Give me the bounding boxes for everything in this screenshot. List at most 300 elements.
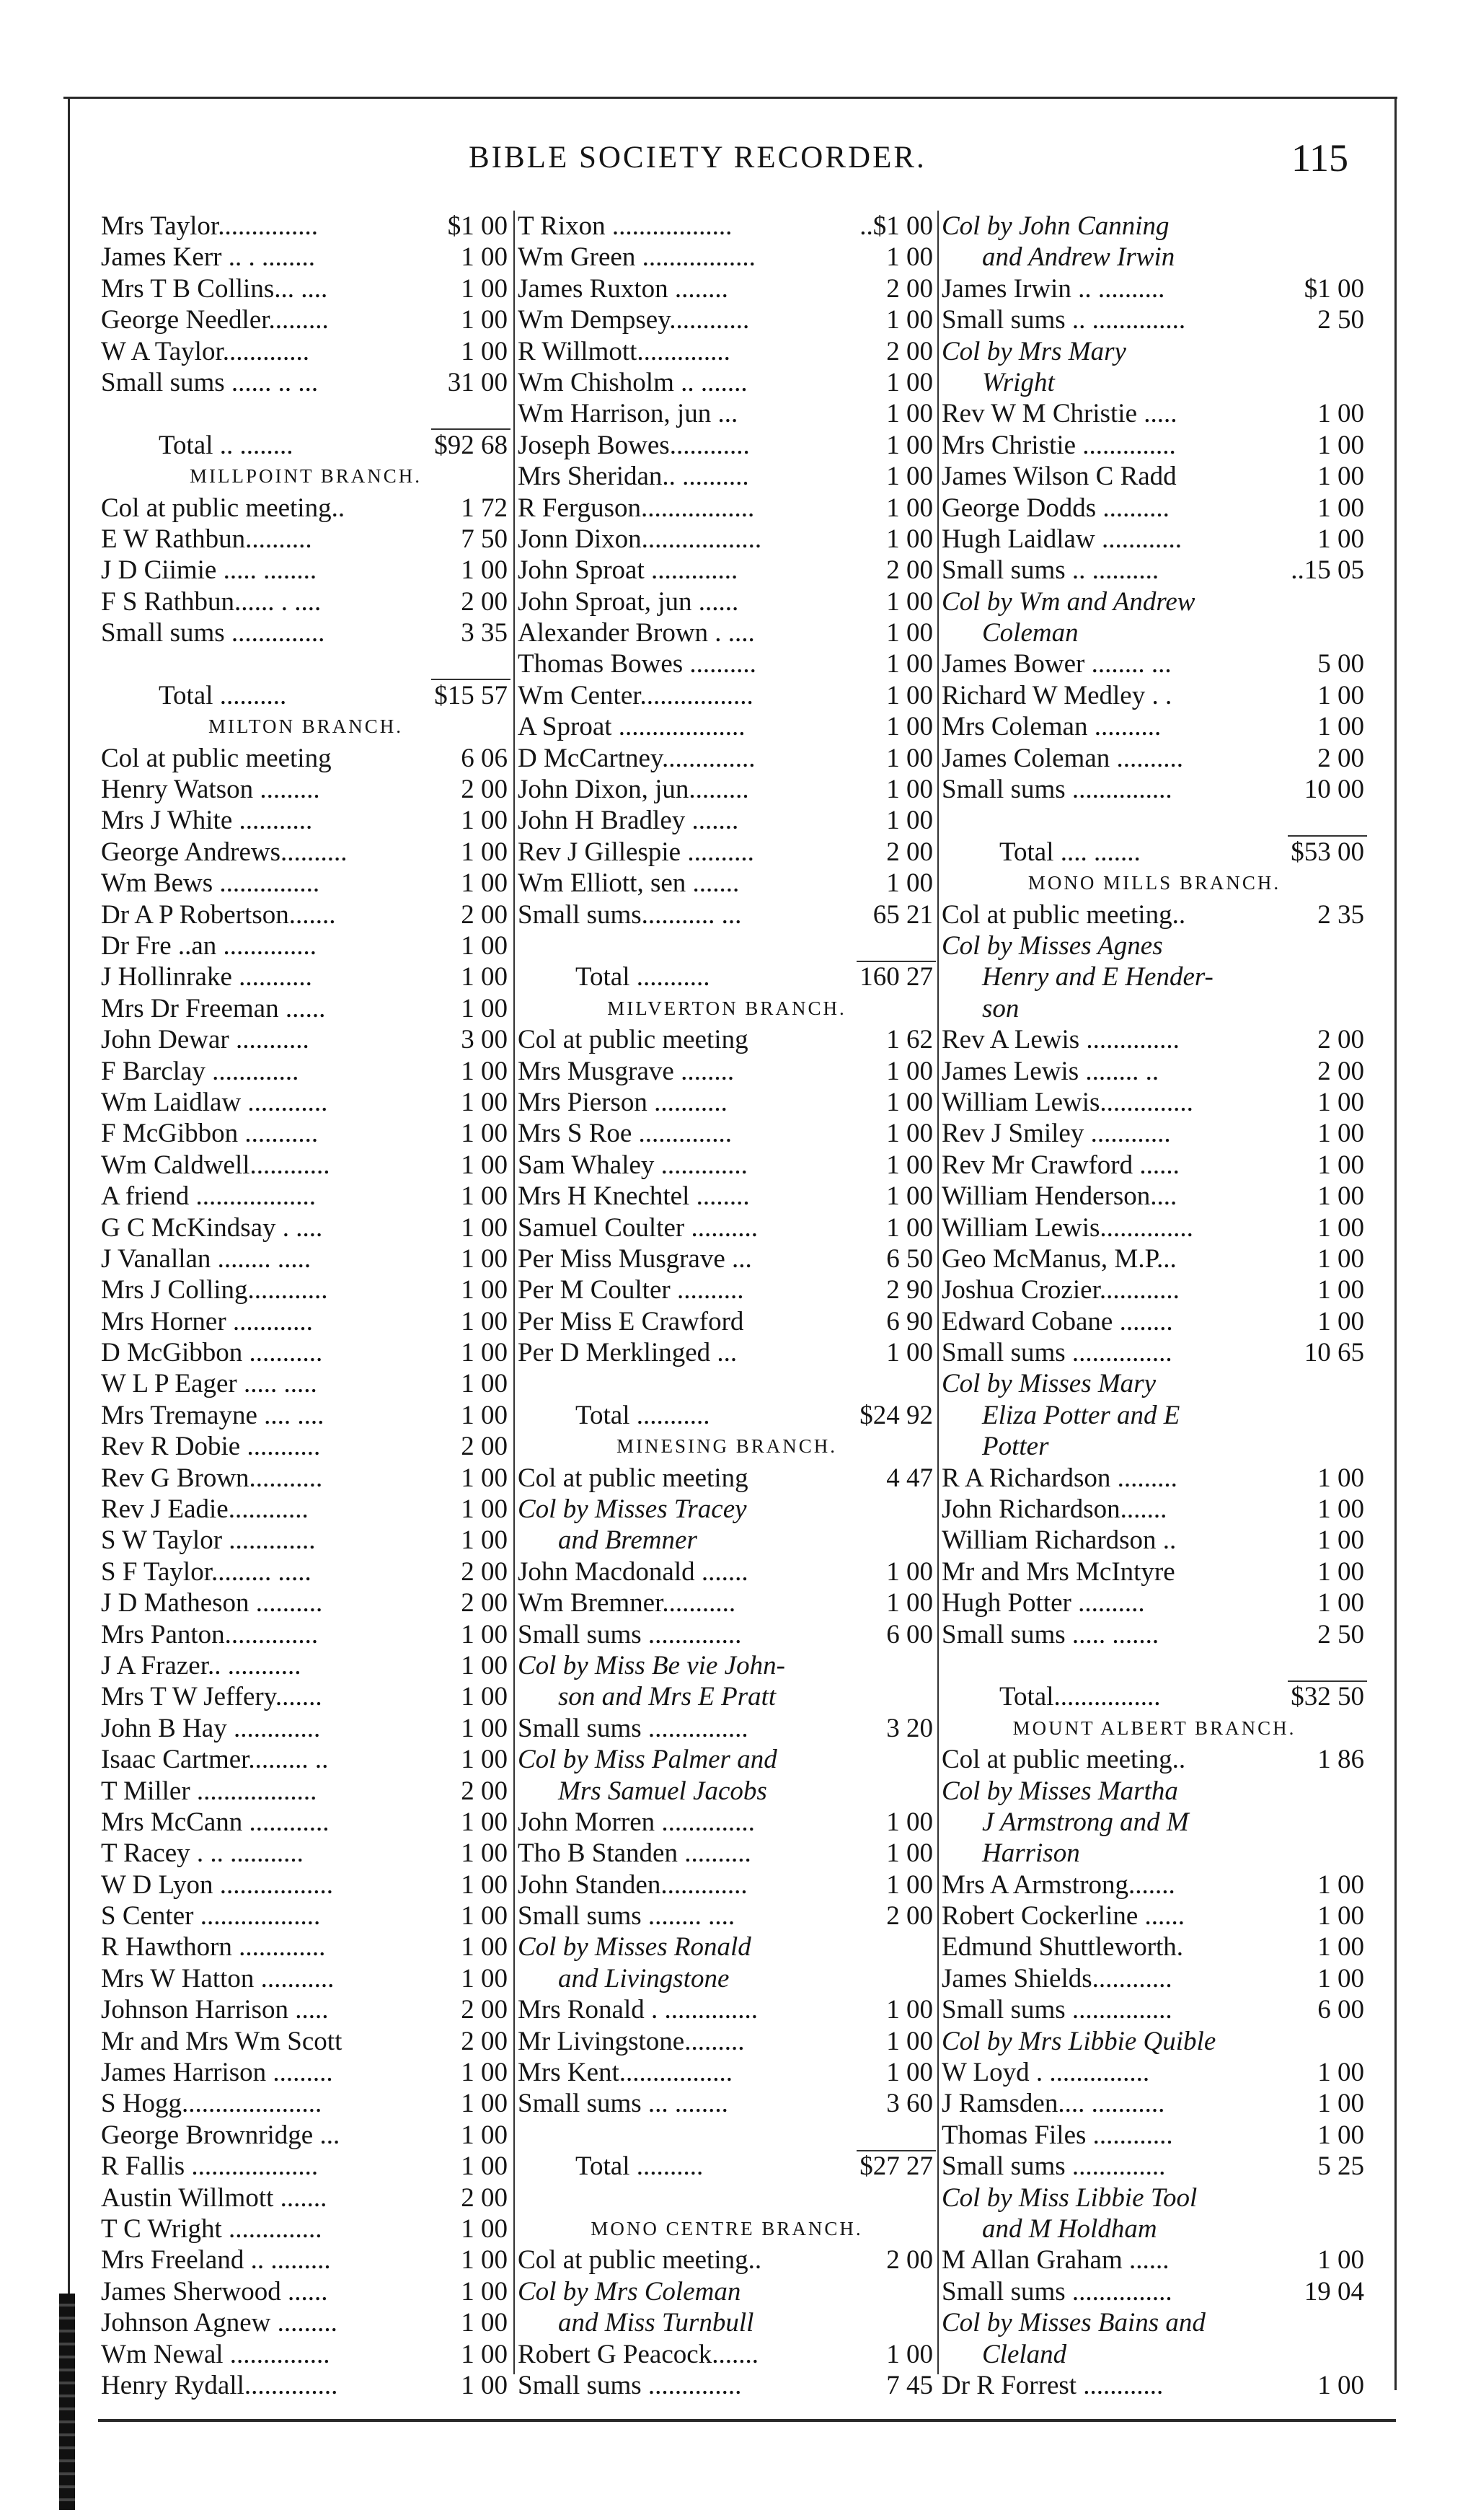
- entry-name: Mrs Taylor...............: [101, 211, 318, 241]
- entry-amount: ..$1 00: [859, 211, 933, 241]
- contribution-entry: [942, 774, 1367, 805]
- contribution-entry: [101, 2307, 510, 2338]
- collector-note: [942, 1368, 1367, 1399]
- contribution-entry: [101, 1056, 510, 1087]
- contribution-entry: [101, 1776, 510, 1807]
- contribution-entry: [101, 1994, 510, 2025]
- contribution-entry: [518, 774, 936, 805]
- entry-amount: 1 00: [461, 1494, 508, 1525]
- entry-name: James Wilson C Radd: [942, 462, 1177, 492]
- contribution-entry: [518, 273, 936, 304]
- entry-name: James Coleman ..........: [942, 743, 1184, 773]
- contribution-entry: [942, 273, 1367, 304]
- entry-name: Col at public meeting: [518, 1463, 748, 1493]
- collector-note: [942, 1776, 1367, 1807]
- contribution-entry: [101, 2213, 510, 2244]
- entry-name: William Richardson ..: [942, 1525, 1177, 1556]
- entry-amount: 1 00: [1317, 430, 1364, 460]
- entry-name: T Rixon ..................: [518, 211, 733, 241]
- collector-note: [942, 930, 1367, 961]
- entry-amount: $1 00: [447, 211, 508, 241]
- contribution-entry: [518, 1024, 936, 1055]
- spacer-line: [518, 2182, 936, 2213]
- entry-name: Col at public meeting: [101, 743, 332, 773]
- entry-name: and Bremner: [558, 1525, 697, 1556]
- entry-name: MONO CENTRE BRANCH.: [591, 2218, 863, 2239]
- contribution-entry: [942, 1494, 1367, 1525]
- entry-amount: 2 00: [461, 1432, 508, 1462]
- contribution-entry: [518, 1274, 936, 1305]
- collector-note: [518, 1963, 936, 1994]
- entry-amount: 10 65: [1304, 1338, 1364, 1368]
- entry-name: MILTON BRANCH.: [208, 715, 404, 738]
- contribution-entry: [101, 1525, 510, 1556]
- total-rule: [518, 930, 936, 961]
- contribution-entry: [101, 1807, 510, 1838]
- entry-name: Mrs J White ...........: [101, 806, 313, 836]
- entry-amount: 1 00: [886, 1056, 933, 1086]
- entry-name: and Andrew Irwin: [982, 242, 1175, 273]
- entry-amount: 1 00: [886, 2339, 933, 2369]
- entry-amount: 1 00: [461, 2120, 508, 2150]
- entry-amount: 1 00: [461, 1463, 508, 1493]
- entry-name: Rev W M Christie .....: [942, 399, 1177, 429]
- entry-name: S F Taylor......... .....: [101, 1556, 311, 1587]
- contribution-entry: [942, 2088, 1367, 2119]
- entry-name: Mrs Kent.................: [518, 2058, 733, 2088]
- entry-name: son: [982, 993, 1020, 1023]
- entry-amount: 1 00: [461, 962, 508, 992]
- collector-note: [942, 961, 1367, 992]
- entry-amount: 1 00: [461, 930, 508, 961]
- total-rule: [101, 398, 510, 429]
- entry-name: and Miss Turnbull: [558, 2308, 754, 2338]
- entry-name: Rev G Brown...........: [101, 1463, 323, 1493]
- entry-amount: 1 00: [461, 1212, 508, 1243]
- entry-name: Johnson Agnew .........: [101, 2308, 337, 2338]
- entry-name: Dr A P Robertson.......: [101, 899, 336, 930]
- entry-name: Col by Misses Agnes: [942, 930, 1163, 961]
- entry-name: Mrs Dr Freeman ......: [101, 993, 326, 1023]
- entry-name: Mrs McCann ............: [101, 1807, 330, 1837]
- entry-name: John B Hay .............: [101, 1713, 321, 1743]
- entry-amount: 1 00: [886, 1150, 933, 1180]
- contribution-entry: [942, 524, 1367, 555]
- entry-amount: 2 00: [886, 1901, 933, 1931]
- contribution-entry: [101, 242, 510, 273]
- entry-amount: 1 00: [1317, 462, 1364, 492]
- entry-amount: 1 00: [461, 1932, 508, 1962]
- contribution-entry: [518, 1243, 936, 1274]
- entry-name: Col by Misses Ronald: [518, 1932, 751, 1962]
- entry-amount: 1 00: [1317, 1275, 1364, 1305]
- contribution-entry: [942, 1619, 1367, 1650]
- entry-name: Harrison: [982, 1838, 1080, 1869]
- contribution-entry: [942, 1525, 1367, 1556]
- entry-name: Col by Miss Be vie John-: [518, 1650, 785, 1680]
- branch-heading: [101, 711, 510, 742]
- page-frame-top-rule: [63, 97, 1397, 99]
- entry-amount: 1 00: [461, 242, 508, 273]
- collector-note: [518, 1744, 936, 1775]
- contribution-entry: [101, 2026, 510, 2057]
- entry-name: Wm Dempsey............: [518, 305, 750, 335]
- entry-name: R Ferguson.................: [518, 493, 755, 523]
- entry-name: Wm Laidlaw ............: [101, 1087, 328, 1117]
- contribution-entry: [101, 1650, 510, 1681]
- entry-name: W L P Eager ..... .....: [101, 1369, 317, 1399]
- branch-total: [942, 837, 1367, 868]
- collector-note: [518, 2307, 936, 2338]
- entry-amount: 1 00: [886, 1556, 933, 1587]
- contribution-entry: [942, 398, 1367, 429]
- entry-amount: $15 57: [434, 680, 508, 710]
- contribution-entry: [101, 1744, 510, 1775]
- entry-amount: 5 25: [1317, 2151, 1364, 2182]
- entry-name: Per Miss Musgrave ...: [518, 1243, 752, 1274]
- entry-amount: 6 50: [886, 1243, 933, 1274]
- collector-note: [518, 1931, 936, 1962]
- collector-note: [942, 1431, 1367, 1462]
- entry-name: Dr Fre ..an ..............: [101, 930, 317, 961]
- entry-name: MINESING BRANCH.: [616, 1435, 838, 1458]
- entry-amount: 1 00: [886, 806, 933, 836]
- entry-amount: 1 00: [461, 1838, 508, 1869]
- entry-amount: 1 00: [886, 1807, 933, 1837]
- entry-name: Rev J Eadie............: [101, 1494, 309, 1525]
- entry-name: Col by Misses Martha: [942, 1776, 1178, 1806]
- entry-name: Eliza Potter and E: [982, 1400, 1180, 1430]
- contribution-entry: [518, 2026, 936, 2057]
- entry-amount: $32 50: [1291, 1682, 1364, 1712]
- entry-amount: 1 00: [1317, 2120, 1364, 2150]
- contribution-entry: [101, 336, 510, 367]
- entry-amount: 1 00: [461, 555, 508, 586]
- entry-name: Samuel Coulter ..........: [518, 1212, 758, 1243]
- entry-amount: 1 00: [1317, 1932, 1364, 1962]
- contribution-entry: [942, 1963, 1367, 1994]
- contribution-entry: [942, 1931, 1367, 1962]
- entry-name: Mr Livingstone.........: [518, 2026, 745, 2056]
- entry-amount: 1 00: [461, 1400, 508, 1430]
- entry-amount: 1 00: [886, 305, 933, 335]
- entry-amount: 1 00: [886, 775, 933, 805]
- page-frame-left-rule: [68, 97, 70, 2405]
- entry-name: J D Matheson ..........: [101, 1588, 323, 1618]
- entry-amount: 1 00: [886, 868, 933, 899]
- binding-edge: [59, 2294, 75, 2510]
- entry-name: Per M Coulter ..........: [518, 1275, 744, 1305]
- entry-name: Col by Mrs Coleman: [518, 2276, 741, 2307]
- column-3: [942, 211, 1367, 2401]
- contribution-entry: [518, 617, 936, 648]
- entry-name: Col by Miss Libbie Tool: [942, 2182, 1198, 2213]
- contribution-entry: [942, 555, 1367, 586]
- entry-name: Small sums ...............: [942, 1995, 1172, 2025]
- entry-amount: 2 00: [1317, 1056, 1364, 1086]
- entry-name: Small sums ... ........: [518, 2089, 728, 2119]
- entry-amount: 1 00: [1317, 524, 1364, 554]
- contribution-entry: [101, 211, 510, 242]
- contribution-entry: [518, 1212, 936, 1243]
- contribution-entry: [101, 1024, 510, 1055]
- entry-name: Potter: [982, 1432, 1049, 1462]
- contribution-entry: [101, 1494, 510, 1525]
- entry-amount: 1 00: [886, 649, 933, 679]
- contribution-entry: [101, 2182, 510, 2213]
- collector-note: [942, 367, 1367, 398]
- entry-name: Jonn Dixon..................: [518, 524, 762, 554]
- entry-name: Per D Merklinged ...: [518, 1338, 738, 1368]
- entry-name: Wm Chisholm .. .......: [518, 367, 748, 397]
- contribution-entry: [518, 1838, 936, 1869]
- contribution-entry: [942, 1463, 1367, 1494]
- contribution-entry: [518, 1087, 936, 1118]
- contribution-entry: [518, 1869, 936, 1900]
- entry-amount: 1 00: [461, 1869, 508, 1900]
- total-rule: [942, 1650, 1367, 1681]
- contribution-entry: [942, 461, 1367, 492]
- entry-name: James Shields............: [942, 1963, 1172, 1993]
- entry-name: Mrs S Roe ..............: [518, 1119, 733, 1149]
- branch-heading: [942, 868, 1367, 899]
- entry-name: Isaac Cartmer......... ..: [101, 1745, 329, 1775]
- entry-amount: 2 50: [1317, 1619, 1364, 1649]
- contribution-entry: [942, 1118, 1367, 1149]
- entry-name: Small sums .. ..............: [942, 305, 1186, 335]
- entry-amount: 1 00: [461, 837, 508, 867]
- contribution-entry: [518, 367, 936, 398]
- entry-name: Mrs W Hatton ...........: [101, 1963, 335, 1993]
- entry-amount: 1 00: [461, 2339, 508, 2369]
- entry-name: J D Ciimie ..... ........: [101, 555, 317, 586]
- entry-name: Col at public meeting: [518, 1025, 748, 1055]
- collector-note: [518, 1494, 936, 1525]
- entry-name: F Barclay .............: [101, 1056, 299, 1086]
- entry-name: MONO MILLS BRANCH.: [1027, 872, 1281, 894]
- entry-name: Edmund Shuttleworth.: [942, 1932, 1184, 1962]
- contribution-entry: [101, 1869, 510, 1900]
- entry-amount: 1 00: [1317, 1087, 1364, 1117]
- entry-amount: 2 00: [886, 837, 933, 867]
- contribution-entry: [942, 2370, 1367, 2401]
- entry-amount: 1 00: [461, 2089, 508, 2119]
- entry-name: Thomas Files ............: [942, 2120, 1173, 2150]
- entry-name: Mrs Coleman ..........: [942, 712, 1162, 742]
- contribution-entry: [101, 743, 510, 774]
- contribution-entry: [101, 273, 510, 304]
- branch-heading: [518, 1431, 936, 1462]
- entry-amount: 160 27: [859, 962, 933, 992]
- entry-name: Wm Bremner...........: [518, 1588, 736, 1618]
- contribution-entry: [101, 1368, 510, 1399]
- entry-amount: 1 00: [886, 586, 933, 617]
- entry-name: Mrs Sheridan.. ..........: [518, 462, 749, 492]
- contribution-entry: [101, 1619, 510, 1650]
- entry-amount: 1 00: [1317, 1181, 1364, 1212]
- contribution-entry: [101, 930, 510, 961]
- page-number: 115: [1291, 136, 1348, 180]
- entry-name: Small sums ..............: [518, 1619, 742, 1649]
- contribution-entry: [942, 1243, 1367, 1274]
- entry-amount: 1 00: [886, 743, 933, 773]
- entry-name: James Ruxton ........: [518, 273, 728, 304]
- contribution-entry: [101, 993, 510, 1024]
- entry-amount: 1 00: [886, 1181, 933, 1212]
- entry-name: Richard W Medley . .: [942, 680, 1172, 710]
- contribution-entry: [101, 1587, 510, 1618]
- entry-amount: 2 00: [886, 555, 933, 586]
- contribution-entry: [101, 1963, 510, 1994]
- entry-name: James Sherwood ......: [101, 2276, 328, 2307]
- entry-name: Small sums ..... .......: [942, 1619, 1159, 1649]
- contribution-entry: [101, 2276, 510, 2307]
- entry-name: Geo McManus, M.P...: [942, 1243, 1177, 1274]
- entry-amount: ..15 05: [1291, 555, 1364, 586]
- entry-name: William Henderson....: [942, 1181, 1177, 1212]
- contribution-entry: [942, 2057, 1367, 2088]
- entry-name: Wm Bews ...............: [101, 868, 320, 899]
- entry-amount: $53 00: [1291, 837, 1364, 867]
- entry-name: Wm Elliott, sen .......: [518, 868, 740, 899]
- contribution-entry: [101, 899, 510, 930]
- entry-amount: 2 90: [886, 1275, 933, 1305]
- entry-amount: 1 00: [886, 1838, 933, 1869]
- contribution-entry: [101, 1150, 510, 1181]
- contribution-entry: [942, 1087, 1367, 1118]
- entry-amount: 2 00: [461, 1556, 508, 1587]
- contribution-entry: [942, 899, 1367, 930]
- entry-name: son and Mrs E Pratt: [558, 1682, 777, 1712]
- entry-name: John Morren ..............: [518, 1807, 755, 1837]
- branch-total: [518, 2151, 936, 2182]
- contribution-entry: [942, 2276, 1367, 2307]
- entry-name: R Hawthorn .............: [101, 1932, 326, 1962]
- entry-name: John Sproat, jun ......: [518, 586, 739, 617]
- entry-amount: 1 00: [461, 1650, 508, 1680]
- entry-name: Mrs Christie ..............: [942, 430, 1176, 460]
- contribution-entry: [942, 1150, 1367, 1181]
- entry-name: Total................: [999, 1682, 1161, 1712]
- entry-name: Mr and Mrs Wm Scott: [101, 2026, 342, 2056]
- entry-amount: 1 00: [1317, 1150, 1364, 1180]
- entry-name: and M Holdham: [982, 2214, 1157, 2244]
- contribution-entry: [101, 304, 510, 335]
- contribution-entry: [101, 1243, 510, 1274]
- entry-name: Henry Watson .........: [101, 775, 320, 805]
- entry-name: George Brownridge ...: [101, 2120, 340, 2150]
- entry-amount: 1 00: [1317, 1869, 1364, 1900]
- entry-name: Total .. ........: [159, 430, 293, 460]
- entry-amount: 1 00: [886, 524, 933, 554]
- entry-name: James Harrison .........: [101, 2058, 333, 2088]
- entry-name: F S Rathbun...... . ....: [101, 586, 322, 617]
- entry-amount: 1 00: [1317, 712, 1364, 742]
- contribution-entry: [101, 2244, 510, 2276]
- entry-name: Col at public meeting..: [518, 2245, 762, 2276]
- entry-name: Small sums ........ ....: [518, 1901, 735, 1931]
- entry-amount: 1 00: [461, 1369, 508, 1399]
- contribution-entry: [101, 774, 510, 805]
- entry-name: Johnson Harrison .....: [101, 1995, 329, 2025]
- entry-amount: 1 00: [1317, 1556, 1364, 1587]
- collector-note: [942, 1838, 1367, 1869]
- entry-name: Mrs Samuel Jacobs: [558, 1776, 767, 1806]
- entry-name: Col by Misses Bains and: [942, 2308, 1206, 2338]
- contribution-entry: [101, 1931, 510, 1962]
- page-header: [94, 136, 1348, 179]
- entry-amount: $1 00: [1304, 273, 1364, 304]
- entry-name: Mrs Pierson ...........: [518, 1087, 728, 1117]
- entry-name: R Willmott..............: [518, 336, 730, 366]
- contribution-entry: [942, 2151, 1367, 2182]
- contribution-entry: [518, 2244, 936, 2276]
- entry-amount: 6 06: [461, 743, 508, 773]
- contribution-entry: [101, 1681, 510, 1712]
- contribution-entry: [518, 1713, 936, 1744]
- entry-name: Wright: [982, 367, 1055, 397]
- contribution-entry: [518, 493, 936, 524]
- total-rule: [101, 648, 510, 679]
- entry-amount: 1 86: [1317, 1745, 1364, 1775]
- entry-name: James Kerr .. . ........: [101, 242, 315, 273]
- entry-name: Rev J Gillespie ..........: [518, 837, 754, 867]
- entry-name: and Livingstone: [558, 1963, 730, 1993]
- contribution-entry: [942, 1024, 1367, 1055]
- entry-amount: 1 00: [461, 1150, 508, 1180]
- entry-amount: 3 00: [461, 1025, 508, 1055]
- entry-name: Mrs H Knechtel ........: [518, 1181, 750, 1212]
- entry-name: Small sums .. ..........: [942, 555, 1159, 586]
- entry-amount: 1 00: [461, 868, 508, 899]
- entry-name: Col by Wm and Andrew: [942, 586, 1195, 617]
- contribution-entry: [942, 493, 1367, 524]
- entry-name: Sam Whaley .............: [518, 1150, 748, 1180]
- contribution-entry: [101, 2339, 510, 2370]
- entry-amount: 1 00: [1317, 1525, 1364, 1556]
- entry-amount: $27 27: [859, 2151, 933, 2182]
- contribution-entry: [101, 868, 510, 899]
- entry-amount: 1 00: [461, 1525, 508, 1556]
- contribution-entry: [101, 1274, 510, 1305]
- entry-amount: 1 00: [461, 993, 508, 1023]
- entry-name: F McGibbon ...........: [101, 1119, 319, 1149]
- entry-name: Henry Rydall..............: [101, 2370, 338, 2400]
- entry-name: R A Richardson .........: [942, 1463, 1177, 1493]
- entry-name: Col by John Canning: [942, 211, 1170, 241]
- entry-amount: 6 90: [886, 1306, 933, 1336]
- collector-note: [942, 2026, 1367, 2057]
- entry-name: Cleland: [982, 2339, 1067, 2369]
- entry-name: John Standen.............: [518, 1869, 748, 1900]
- entry-amount: 1 00: [886, 242, 933, 273]
- contribution-entry: [518, 1619, 936, 1650]
- entry-name: S Center ..................: [101, 1901, 321, 1931]
- contribution-entry: [942, 1556, 1367, 1587]
- total-rule: [518, 2120, 936, 2151]
- contribution-entry: [942, 711, 1367, 742]
- entry-amount: 1 00: [886, 1338, 933, 1368]
- column-1: [101, 211, 510, 2401]
- entry-amount: 2 00: [461, 1776, 508, 1806]
- entry-name: S Hogg.....................: [101, 2089, 322, 2119]
- contribution-entry: [101, 1306, 510, 1337]
- contribution-entry: [518, 743, 936, 774]
- entry-name: Small sums ...............: [942, 775, 1172, 805]
- entry-amount: $24 92: [859, 1400, 933, 1430]
- entry-amount: 1 00: [461, 1087, 508, 1117]
- contribution-entry: [518, 2088, 936, 2119]
